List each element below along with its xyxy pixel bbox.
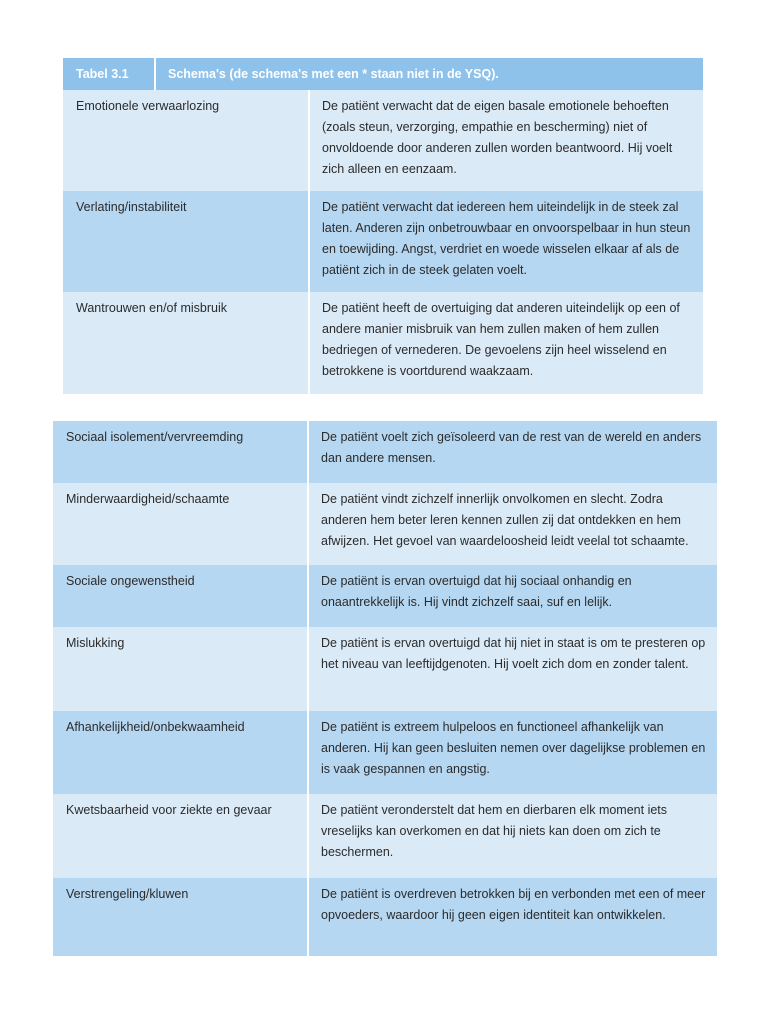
table-title: Schema's (de schema's met een * staan niet in de YSQ). bbox=[168, 67, 499, 81]
schema-description: De patiënt verwacht dat de eigen basale emotionele behoeften (zoals steun, verzorging, empathie en bescherming) niet of onvoldoende door anderen zullen worden beantwoord. Hij voelt zich alleen en eenzaam. bbox=[308, 90, 703, 191]
schema-name: Wantrouwen en/of misbruik bbox=[76, 301, 227, 315]
schema-description: De patiënt verwacht dat iedereen hem uiteindelijk in de steek zal laten. Anderen zijn onbetrouwbaar en onvoorspelbaar in hun steun en toewijding. Angst, verdriet en woede wisselen elkaar af als de patiënt zich in de steek gelaten voelt. bbox=[308, 191, 703, 292]
schema-name: Verlating/instabiliteit bbox=[76, 200, 187, 214]
table-number: Tabel 3.1 bbox=[63, 58, 156, 90]
table-row bbox=[63, 292, 703, 394]
table-row bbox=[63, 191, 703, 292]
schema-description: De patiënt heeft de overtuiging dat anderen uiteindelijk op een of andere manier misbruik van hem zullen maken of hem zullen bedriegen of vernederen. De gevoelens zijn heel wisselend en betrokkene is voortdurend waakzaam. bbox=[308, 292, 703, 394]
table-row bbox=[53, 711, 717, 794]
table-row bbox=[53, 421, 717, 483]
schema-name: Emotionele verwaarlozing bbox=[76, 99, 220, 113]
schema-description: De patiënt vindt zichzelf innerlijk onvolkomen en slecht. Zodra anderen hem beter leren kennen zullen zij dat ontdekken en hem afwijzen. Het gevoel van waardeloosheid leidt veelal tot schaamte. bbox=[307, 483, 717, 565]
schema-table-part-1 bbox=[63, 58, 703, 394]
schema-name: Kwetsbaarheid voor ziekte en gevaar bbox=[66, 803, 272, 817]
table-row bbox=[53, 483, 717, 565]
schema-name: Sociale ongewenstheid bbox=[66, 574, 195, 588]
table-header bbox=[63, 58, 703, 90]
schema-description: De patiënt voelt zich geïsoleerd van de rest van de wereld en anders dan andere mensen. bbox=[307, 421, 717, 483]
schema-description: De patiënt is overdreven betrokken bij en verbonden met een of meer opvoeders, waardoor hij geen eigen identiteit kan ontwikkelen. bbox=[307, 878, 717, 956]
schema-description: De patiënt is extreem hulpeloos en functioneel afhankelijk van anderen. Hij kan geen besluiten nemen over dagelijkse problemen en is vaak gespannen en angstig. bbox=[307, 711, 717, 794]
table-row bbox=[53, 794, 717, 878]
schema-name: Sociaal isolement/vervreemding bbox=[66, 430, 244, 444]
table-row bbox=[53, 627, 717, 711]
schema-name: Verstrengeling/kluwen bbox=[66, 887, 189, 901]
schema-name: Afhankelijkheid/onbekwaamheid bbox=[66, 720, 245, 734]
table-row bbox=[63, 90, 703, 191]
table-row bbox=[53, 878, 717, 956]
table-row bbox=[53, 565, 717, 627]
schema-description: De patiënt is ervan overtuigd dat hij niet in staat is om te presteren op het niveau van leeftijdgenoten. Hij voelt zich dom en zonder talent. bbox=[307, 627, 717, 711]
schema-table-part-2 bbox=[53, 421, 717, 956]
schema-name: Minderwaardigheid/schaamte bbox=[66, 492, 230, 506]
schema-description: De patiënt veronderstelt dat hem en dierbaren elk moment iets vreselijks kan overkomen en dat hij niets kan doen om zich te beschermen. bbox=[307, 794, 717, 878]
schema-name: Mislukking bbox=[66, 636, 125, 650]
schema-description: De patiënt is ervan overtuigd dat hij sociaal onhandig en onaantrekkelijk is. Hij vindt zichzelf saai, suf en lelijk. bbox=[307, 565, 717, 627]
